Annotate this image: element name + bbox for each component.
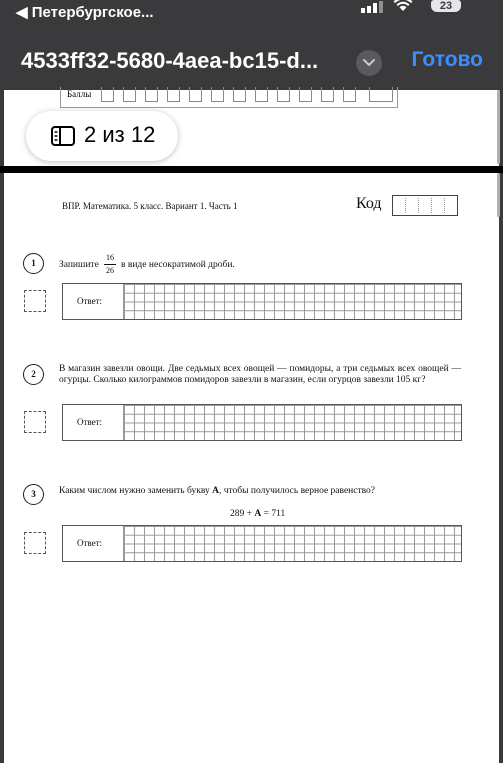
fraction-denominator: 26 [106, 266, 114, 275]
question-number: 1 [23, 253, 44, 274]
answer-label: Ответ: [77, 417, 103, 427]
answer-grid-cells [123, 284, 461, 319]
equation-left: 289 + [230, 509, 252, 519]
page-counter-pill[interactable] [26, 111, 178, 161]
score-cell [299, 87, 312, 102]
answer-grid-cells [123, 526, 461, 561]
question-letter: А [212, 486, 219, 496]
answer-grid-cells [123, 405, 461, 440]
scores-label: Баллы [67, 89, 92, 99]
score-cell [255, 87, 268, 102]
score-cell [123, 87, 136, 102]
code-label: Код [356, 195, 382, 212]
cellular-signal-icon [361, 0, 383, 18]
page-2 [4, 173, 499, 763]
score-cell [167, 87, 180, 102]
answer-label: Ответ: [77, 538, 103, 548]
scrollbar[interactable] [497, 90, 500, 164]
page-counter-text: 2 из 12 [84, 122, 156, 147]
equation-letter: А [254, 509, 262, 519]
score-cell [211, 87, 224, 102]
fraction-line [104, 264, 116, 265]
score-cell [233, 87, 246, 102]
document-nav-bar [0, 26, 503, 90]
document-title[interactable]: 4533ff32-5680-4aea-bc15-d... [21, 48, 319, 73]
fraction-numerator: 16 [106, 253, 114, 262]
score-cell-total [369, 87, 393, 102]
question-text [59, 486, 375, 497]
question-number: 2 [23, 364, 44, 385]
back-to-app-link[interactable]: ◀ Петербургское... [16, 4, 154, 21]
answer-label: Ответ: [77, 296, 103, 306]
score-cell [101, 87, 114, 102]
question-text: В магазин завезли овощи. Две седьмых всех овощей — помидоры, а три седьмых всех овощей — огурцы. Сколько килограммов помидоров завезли в магазин, если огурцов завезли 105 кг? [59, 364, 461, 385]
status-bar [0, 0, 503, 26]
question-text-before: Каким числом нужно заменить букву [59, 486, 210, 496]
scrollbar[interactable] [497, 173, 500, 217]
done-button[interactable]: Готово [411, 48, 483, 71]
score-cell [321, 87, 334, 102]
page-divider [0, 166, 503, 173]
score-cell [145, 87, 158, 102]
score-cell [189, 87, 202, 102]
chevron-down-icon[interactable] [356, 50, 382, 76]
score-cell [343, 87, 356, 102]
question-number: 3 [23, 484, 44, 505]
answer-field[interactable] [62, 404, 462, 441]
scores-table [60, 87, 398, 108]
wifi-icon [393, 0, 413, 17]
score-box[interactable] [24, 411, 46, 433]
score-box[interactable] [24, 290, 46, 312]
score-box[interactable] [24, 532, 46, 554]
sidebar-icon [51, 126, 75, 151]
score-cell [277, 87, 290, 102]
page-header: ВПР. Математика. 5 класс. Вариант 1. Часть 1 [62, 201, 238, 211]
equation-right: = 711 [263, 509, 286, 519]
battery-icon: 23 [431, 0, 461, 12]
equation [230, 509, 285, 519]
question-text-after: , чтобы получилось верное равенство? [219, 486, 375, 496]
question-text: в виде несократимой дроби. [121, 260, 235, 270]
question-text: Запишите [59, 260, 99, 270]
code-box [392, 195, 458, 216]
answer-field[interactable] [62, 525, 462, 562]
answer-field[interactable] [62, 283, 462, 320]
